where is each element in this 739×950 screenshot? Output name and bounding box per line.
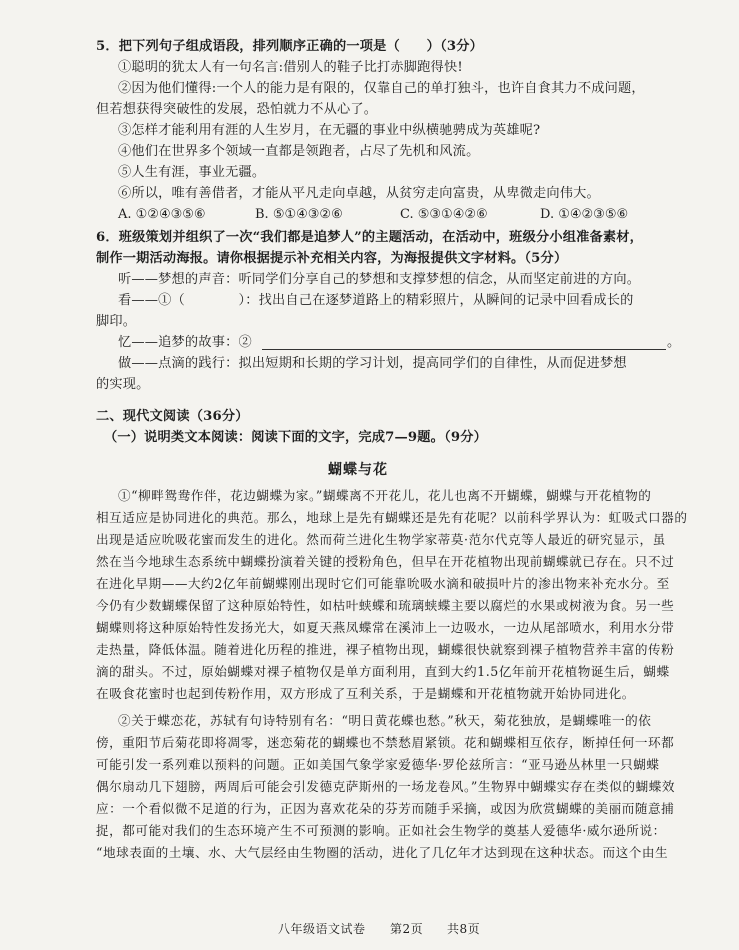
article-line: ①“柳畔鸳鸯作伴，花边蝴蝶为家。”蝴蝶离不开花儿，花儿也离不开蝴蝶，蝴蝶与开花植物的: [118, 488, 652, 503]
q5-option-b: B. ⑤①④③②⑥: [255, 207, 343, 222]
article-line: 在吸食花蜜时也起到传粉作用，双方形成了互利关系，于是蝴蝶和开花植物就开始协同进化。: [96, 686, 635, 701]
article-line: ②关于蝶恋花，苏轼有句诗特别有名：“明日黄花蝶也愁。”秋天，菊花独放，是蝴蝶唯一的依: [118, 713, 652, 728]
article-line: 走热量，降低体温。随着进化历程的推进，裸子植物出现，蝴蝶很快就察到裸子植物营养丰富的传粉: [96, 642, 675, 657]
section-heading: 二、现代文阅读（36分）: [96, 409, 249, 424]
footer-total-pages: 共8页: [447, 922, 481, 936]
q6-recall-line-end: 。: [667, 335, 681, 350]
q6-recall-line: 忆——追梦的故事：②: [118, 335, 252, 350]
article-line: 傍，重阳节后菊花即将凋零，迷恋菊花的蝴蝶也不禁愁眉紧锁。花和蝴蝶相互依存，断掉任何一环都: [96, 735, 675, 750]
article-line: 捉，都可能对我们的生态环境产生不可预测的影响。正如社会生物学的奠基人爱德华·威尔逊所说：: [96, 823, 666, 838]
article-line: 出现是适应吮吸花蜜而发生的进化。然而荷兰进化生物学家蒂莫·范尔代克等人最近的研究显示，虽: [96, 532, 666, 547]
article-line: 然在当今地球生态系统中蝴蝶扮演着关键的授粉角色，但早在开花植物出现前蝴蝶就已存在。只不过: [96, 554, 675, 569]
article-title: 蝴蝶与花: [328, 462, 388, 478]
article-line: 相互适应是协同进化的典范。那么，地球上是先有蝴蝶还是先有花呢？以前科学界认为：虹吸式口器的: [96, 510, 688, 525]
q5-stem: 5．把下列句子组成语段，排列顺序正确的一项是（ ）（3分）: [96, 39, 483, 54]
q6-stem-1: 6．班级策划并组织了一次“我们都是追梦人”的主题活动，在活动中，班级分小组准备素材，: [96, 230, 644, 245]
article-line: 可能引发一系列难以预料的问题。正如美国气象学家爱德华·罗伦兹所言：“亚马逊丛林里一只蝴蝶: [96, 757, 660, 772]
q5-sentence-1: ①聪明的犹太人有一句名言:借别人的鞋子比打赤脚跑得快!: [118, 60, 463, 75]
q5-option-d: D. ①④②③⑤⑥: [540, 207, 629, 222]
q6-look-line-cont: 脚印。: [96, 314, 137, 329]
q6-do-line: 做——点滴的践行：拟出短期和长期的学习计划，提高同学们的自律性，从而促进梦想: [118, 356, 627, 371]
q5-option-a: A. ①②④③⑤⑥: [118, 207, 206, 222]
q6-look-line: 看——①（ ）：找出自己在逐梦道路上的精彩照片，从瞬间的记录中回看成长的: [118, 293, 634, 308]
article-line: 在进化早期——大约2亿年前蝴蝶刚出现时它们可能靠吮吸水滴和破损叶片的渗出物来补充水分。至: [96, 576, 670, 591]
q5-sentence-2-cont: 但若想获得突破性的发展，恐怕就力不从心了。: [96, 102, 378, 117]
q6-stem-2: 制作一期活动海报。请你根据提示补充相关内容，为海报提供文字材料。（5分）: [96, 251, 568, 266]
q6-answer-blank[interactable]: [262, 349, 666, 350]
footer-exam-name: 八年级语文试卷: [278, 922, 366, 936]
q5-sentence-5: ⑤人生有涯，事业无疆。: [118, 165, 266, 180]
article-line: “地球表面的土壤、水、大气层经由生物圈的活动，进化了几亿年才达到现在这种状态。而这个由生: [96, 845, 669, 860]
article-line: 蝴蝶则将这种原始特性发扬光大，如夏天燕凤蝶常在溪沛上一边吸水，一边从尾部喷水，利用水分带: [96, 620, 675, 635]
q6-do-line-cont: 的实现。: [96, 377, 150, 392]
article-line: 应：一个看似微不足道的行为，正因为喜欢花朵的芬芳而随手采摘，或因为欣赏蝴蝶的美丽而随意捕: [96, 801, 675, 816]
article-line: 滴的甜头。不过，原始蝴蝶对裸子植物仅是单方面利用，直到大约1.5亿年前开花植物诞生后，蝴蝶: [96, 664, 670, 679]
q5-sentence-6: ⑥所以，唯有善借者，才能从平凡走向卓越，从贫穷走向富贵，从卑微走向伟大。: [118, 186, 600, 201]
article-line: 今仍有少数蝴蝶保留了这种原始特性，如枯叶蛱蝶和琉璃蛱蝶主要以腐烂的水果或树液为食。另一些: [96, 598, 675, 613]
q5-sentence-4: ④他们在世界多个领域一直都是领跑者，占尽了先机和风流。: [118, 144, 480, 159]
q6-listen-line: 听——梦想的声音：听同学们分享自己的梦想和支撑梦想的信念，从而坚定前进的方向。: [118, 272, 641, 287]
article-line: 偶尔扇动几下翅膀，两周后可能会引发德克萨斯州的一场龙卷风。”生物界中蝴蝶实存在类似的蝴蝶效: [96, 779, 676, 794]
q5-sentence-3: ③怎样才能利用有涯的人生岁月，在无疆的事业中纵横驰骋成为英雄呢?: [118, 123, 541, 138]
section-subheading: （一）说明类文本阅读：阅读下面的文字，完成7—9题。（9分）: [104, 430, 487, 445]
q5-sentence-2: ②因为他们懂得:一个人的能力是有限的，仅靠自己的单打独斗，也许自食其力不成问题，: [118, 81, 645, 96]
footer-page-number: 第2页: [390, 922, 424, 936]
q5-option-c: C. ⑤③①④②⑥: [400, 207, 488, 222]
